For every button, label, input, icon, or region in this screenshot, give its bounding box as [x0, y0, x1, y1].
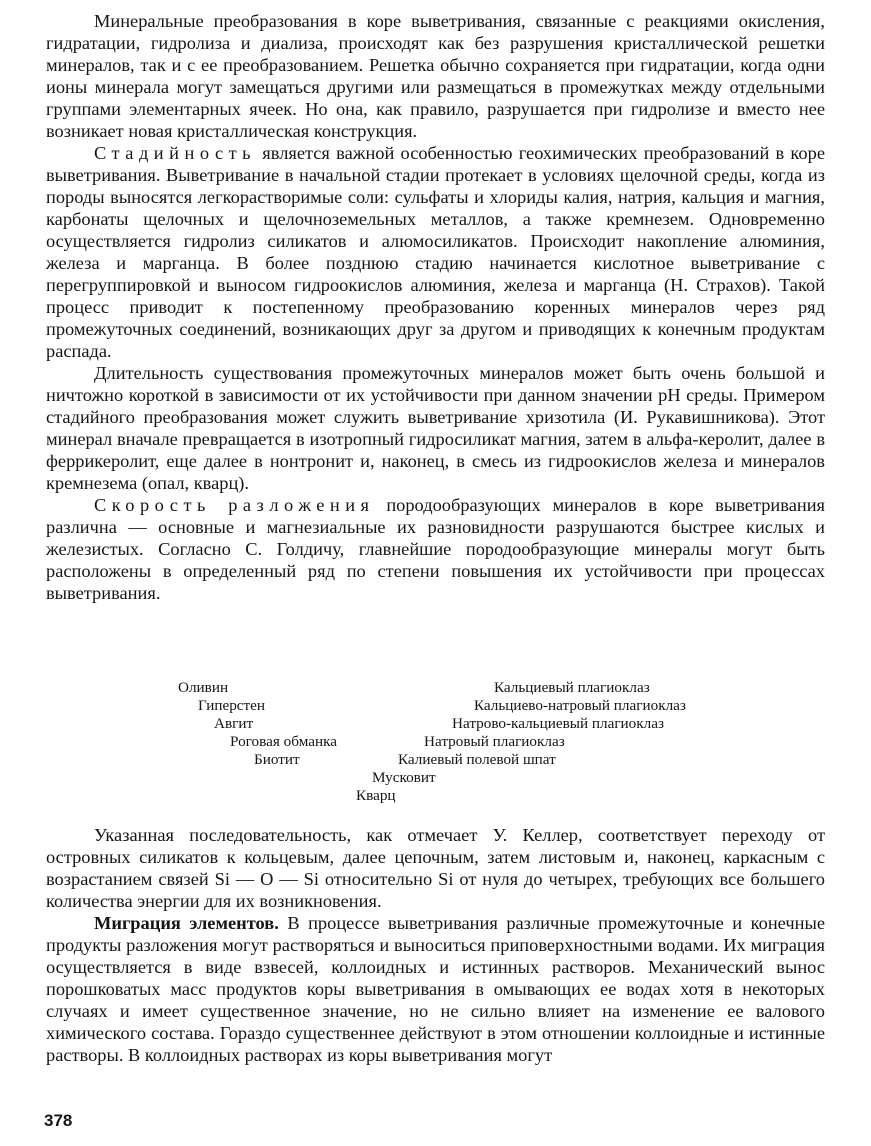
paragraph-text: породообразующих минералов в коре выветривания различна — основные и магнезиальные их разновидности разрушаются быстрее кислых и железистых. Согласно С. Голдичу, главнейшие породообразующие минералы могут быть расположены в определенный ряд по степени повышения их устойчивости при процессах выветривания. — [46, 495, 825, 603]
text-block-bottom — [46, 824, 825, 1066]
paragraph-text: является важной особенностью геохимических преобразований в коре выветривания. Выветривание в начальной стадии протекает в условиях щелочной среды, когда из породы выносятся легкорастворимые соли: сульфаты и хлориды калия, натрия, кальция и магния, карбонаты щелочных и щелочноземельных металлов, а также кремнезем. Одновременно осуществляется гидролиз силикатов и алюмосиликатов. Происходит накопление алюминия, железа и марганца. В более позднюю стадию начинается кислотное выветривание с перегруппировкой и выносом гидроокислов алюминия, железа и марганца (Н. Страхов). Такой процесс приводит к постепенному преобразованию коренных минералов через ряд промежуточных соединений, возникающих друг за другом и приводящих к конечным продуктам распада. — [46, 143, 825, 361]
spaced-term: Стадийность — [94, 143, 257, 163]
scheme-left-item: Авгит — [214, 715, 254, 732]
scheme-left-item: Роговая обманка — [230, 733, 338, 750]
paragraph — [46, 10, 825, 142]
scheme-right-item: Калиевый полевой шпат — [398, 751, 556, 768]
mineral-stability-scheme — [0, 679, 871, 804]
paragraph-text: Минеральные преобразования в коре выветривания, связанные с реакциями окисления, гидратации, гидролиза и диализа, происходят как без разрушения кристаллической решетки минералов, так и с ее преобразованием. Решетка обычно сохраняется при гидратации, когда одни ионы минерала могут замещаться другими или размещаться в промежутках между отдельными группами элементарных ячеек. Но она, как правило, разрушается при гидролизе и вместо нее возникает новая кристаллическая конструкция. — [46, 11, 825, 141]
scheme-right-item: Натрово-кальциевый плагиоклаз — [452, 715, 664, 732]
scheme-center-item: Мусковит — [372, 769, 436, 786]
paragraph-text: Указанная последовательность, как отмечает У. Келлер, соответствует переходу от островных силикатов к кольцевым, далее цепочным, затем листовым и, наконец, каркасным с возрастанием связей Si — O — Si относительно Si от нуля до четырех, требующих все большего количества энергии для их возникновения. — [46, 825, 825, 911]
scheme-right-item: Натровый плагиоклаз — [424, 733, 565, 750]
scheme-left-item: Биотит — [254, 751, 300, 768]
scheme-center-item: Кварц — [356, 787, 396, 804]
scheme-left-item: Оливин — [178, 679, 229, 696]
paragraph — [46, 362, 825, 494]
paragraph-text: В процессе выветривания различные промежуточные и конечные продукты разложения могут растворяться и выноситься приповерхностными водами. Их миграция осуществляется в виде взвесей, коллоидных и истинных растворов. Механический вынос порошковатых масс продуктов коры выветривания в омывающих ее водах хотя в некоторых случаях и имеет существенное значение, но не сильно влияет на изменение ее валового химического состава. Гораздо существеннее действуют в этом отношении коллоидные и истинные растворы. В коллоидных растворах из коры выветривания могут — [46, 913, 825, 1065]
scheme-right-item: Кальциевый плагиоклаз — [494, 679, 650, 696]
paragraph — [46, 142, 825, 362]
spaced-term: Скорость разложения — [94, 495, 375, 515]
scheme-right-item: Кальциево-натровый плагиоклаз — [474, 697, 686, 714]
paragraph — [46, 912, 825, 1066]
bold-heading: Миграция элементов. — [94, 913, 279, 933]
text-block-top — [46, 10, 825, 604]
page-number: 378 — [44, 1111, 73, 1130]
paragraph — [46, 494, 825, 604]
paragraph — [46, 824, 825, 912]
scheme-left-item: Гиперстен — [198, 697, 266, 714]
paragraph-text: Длительность существования промежуточных минералов может быть очень большой и ничтожно короткой в зависимости от их устойчивости при данном значении pH среды. Примером стадийного преобразования может служить выветривание хризотила (И. Рукавишникова). Этот минерал вначале превращается в изотропный гидросиликат магния, затем в альфа-керолит, далее в феррикеролит, еще далее в нонтронит и, наконец, в смесь из гидроокислов железа и минералов кремнезема (опал, кварц). — [46, 363, 825, 493]
